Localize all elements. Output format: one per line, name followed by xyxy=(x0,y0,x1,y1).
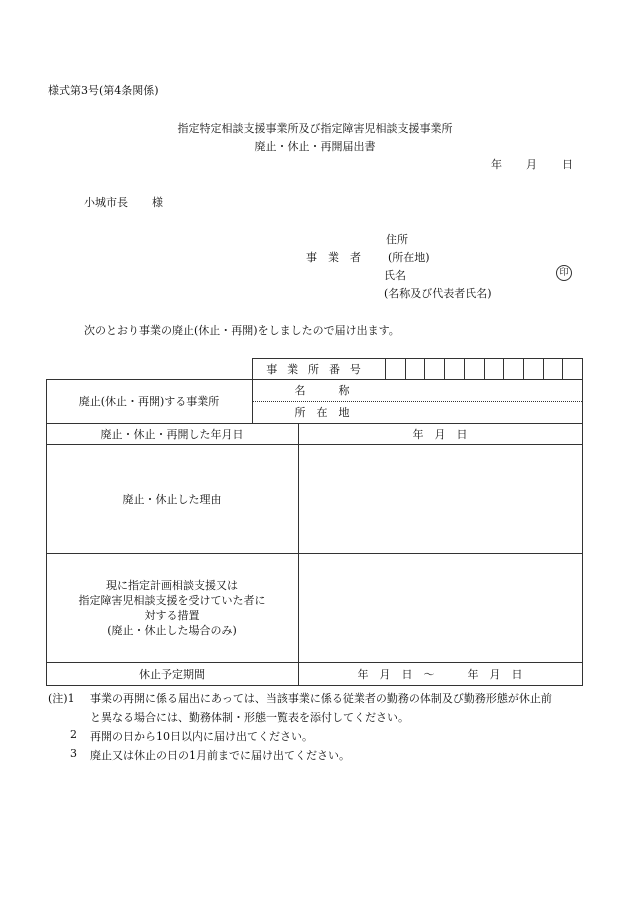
note-2-number: 2 xyxy=(70,728,77,741)
office-location-field[interactable] xyxy=(392,401,582,423)
note-prefix: (注)1 xyxy=(48,692,75,705)
office-number-label: 事業所番号 xyxy=(266,362,371,376)
office-name-field[interactable] xyxy=(392,379,582,401)
date-month-label: 月 xyxy=(526,158,537,171)
measures-label-line1: 現に指定計画相談支援又は xyxy=(106,578,238,592)
measures-label xyxy=(46,553,298,662)
office-name-label: 名 称 xyxy=(294,384,350,397)
measures-label-line4: (廃止・休止した場合のみ) xyxy=(107,623,237,637)
measures-field[interactable] xyxy=(298,553,582,662)
address-label: 住所 xyxy=(386,233,408,246)
addressee-name: 小城市長 xyxy=(84,196,128,209)
addressee-honorific: 様 xyxy=(152,196,163,209)
note-3: 廃止又は休止の日の1月前までに届け出てください。 xyxy=(90,749,350,762)
form-number: 様式第3号(第4条関係) xyxy=(48,84,159,97)
note-1-line2: と異なる場合には、勤務体制・形態一覧表を添付してください。 xyxy=(90,711,409,724)
note-1-line1: 事業の再開に係る届出にあっては、当該事業に係る従業者の勤務の体制及び勤務形態が休止前 xyxy=(90,692,552,705)
name-label: 氏名 xyxy=(384,269,406,282)
name-sub-label: (名称及び代表者氏名) xyxy=(384,287,492,300)
measures-label-line3: 対する措置 xyxy=(144,608,200,622)
note-3-number: 3 xyxy=(70,747,77,760)
office-label: 廃止(休止・再開)する事業所 xyxy=(78,395,220,408)
date-day-label: 日 xyxy=(562,158,573,171)
seal-mark: 印 xyxy=(556,265,572,281)
reason-label: 廃止・休止した理由 xyxy=(122,492,222,506)
reason-field[interactable] xyxy=(298,444,582,553)
form-subtitle: 廃止・休止・再開届出書 xyxy=(254,140,376,153)
date-field[interactable]: 年 月 日 xyxy=(412,427,468,441)
measures-label-line2: 指定障害児相談支援を受けていた者に xyxy=(78,593,266,607)
suspend-period-label: 休止予定期間 xyxy=(139,667,205,681)
intro-text: 次のとおり事業の廃止(休止・再開)をしましたので届け出ます。 xyxy=(84,324,400,337)
suspend-period-field[interactable]: 年 月 日 ～ 年 月 日 xyxy=(357,667,523,681)
note-2: 再開の日から10日以内に届け出てください。 xyxy=(90,730,313,743)
applicant-role-label: 事 業 者 xyxy=(306,251,361,264)
office-location-label: 所 在 地 xyxy=(294,406,350,419)
form-title: 指定特定相談支援事業所及び指定障害児相談支援事業所 xyxy=(177,122,453,135)
address-sub-label: (所在地) xyxy=(388,251,430,264)
date-label: 廃止・休止・再開した年月日 xyxy=(100,427,244,441)
date-year-label: 年 xyxy=(491,158,502,171)
